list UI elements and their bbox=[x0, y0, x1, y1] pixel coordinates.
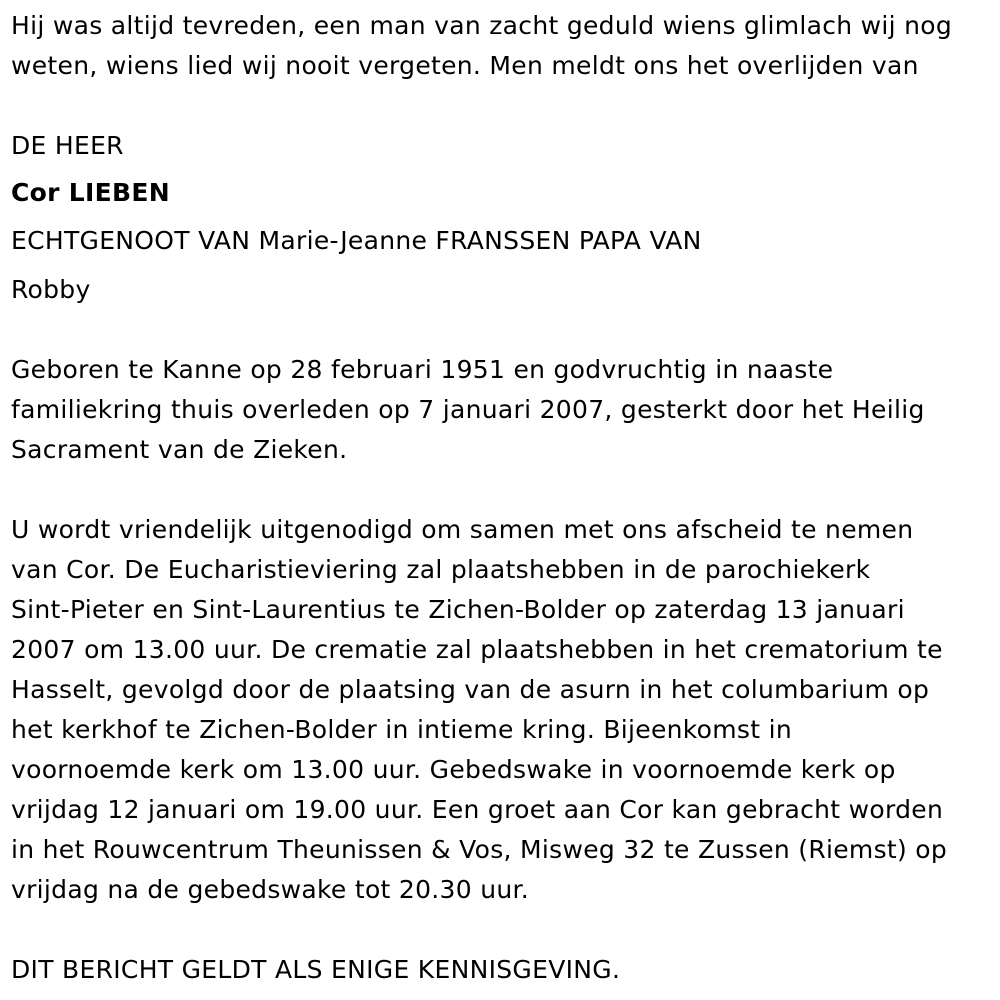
invitation-line-10: vrijdag na de gebedswake tot 20.30 uur. bbox=[11, 875, 530, 904]
invitation-line-7: voornoemde kerk om 13.00 uur. Gebedswake in voornoemde kerk op bbox=[11, 755, 896, 784]
invitation-line-8: vrijdag 12 januari om 19.00 uur. Een groet aan Cor kan gebracht worden bbox=[11, 795, 944, 824]
invitation-line-3: Sint-Pieter en Sint-Laurentius te Zichen-Bolder op zaterdag 13 januari bbox=[11, 595, 905, 624]
birth-death-line-1: Geboren te Kanne op 28 februari 1951 en godvruchtig in naaste bbox=[11, 355, 834, 384]
intro-line-1: Hij was altijd tevreden, een man van zacht geduld wiens glimlach wij nog bbox=[11, 11, 953, 40]
child-name: Robby bbox=[11, 275, 91, 304]
deceased-name: Cor LIEBEN bbox=[11, 178, 170, 207]
invitation-line-4: 2007 om 13.00 uur. De crematie zal plaatshebben in het crematorium te bbox=[11, 635, 943, 664]
birth-death-line-2: familiekring thuis overleden op 7 januari 2007, gesterkt door het Heilig bbox=[11, 395, 925, 424]
closing-notice: DIT BERICHT GELDT ALS ENIGE KENNISGEVING. bbox=[11, 955, 621, 984]
invitation-line-2: van Cor. De Eucharistieviering zal plaatshebben in de parochiekerk bbox=[11, 555, 871, 584]
birth-death-line-3: Sacrament van de Zieken. bbox=[11, 435, 348, 464]
invitation-line-5: Hasselt, gevolgd door de plaatsing van de asurn in het columbarium op bbox=[11, 675, 930, 704]
spouse-line: ECHTGENOOT VAN Marie-Jeanne FRANSSEN PAPA VAN bbox=[11, 226, 702, 255]
invitation-line-6: het kerkhof te Zichen-Bolder in intieme kring. Bijeenkomst in bbox=[11, 715, 792, 744]
invitation-line-9: in het Rouwcentrum Theunissen & Vos, Misweg 32 te Zussen (Riemst) op bbox=[11, 835, 948, 864]
invitation-line-1: U wordt vriendelijk uitgenodigd om samen met ons afscheid te nemen bbox=[11, 515, 914, 544]
intro-line-2: weten, wiens lied wij nooit vergeten. Men meldt ons het overlijden van bbox=[11, 51, 919, 80]
title-prefix: DE HEER bbox=[11, 131, 124, 160]
